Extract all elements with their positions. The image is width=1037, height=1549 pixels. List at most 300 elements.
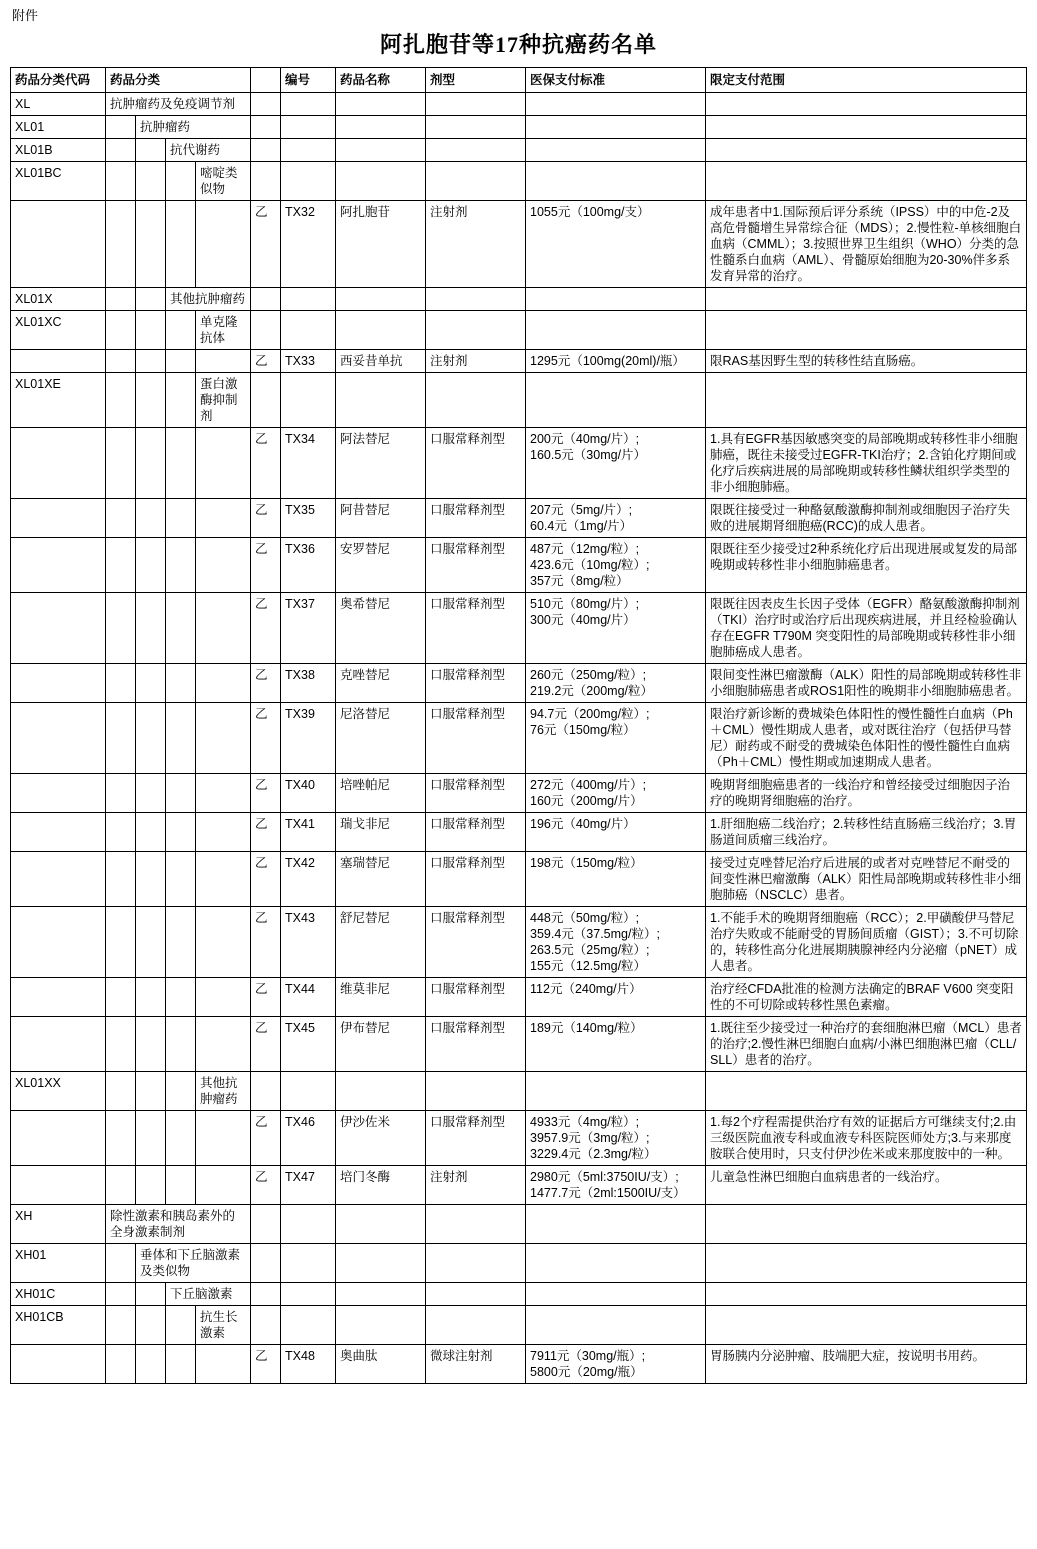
cell-payment-scope xyxy=(706,311,1027,350)
cell-payment-standard: 112元（240mg/片） xyxy=(526,978,706,1017)
cell-code xyxy=(11,1166,106,1205)
cell-payment-standard xyxy=(526,93,706,116)
cell-class-3 xyxy=(166,350,196,373)
cell-payment-scope xyxy=(706,116,1027,139)
cell-payment-scope: 限既往因表皮生长因子受体（EGFR）酪氨酸激酶抑制剂（TKI）治疗时或治疗后出现疾病进展，并且经检验确认存在EGFR T790M 突变阳性的局部晚期或转移性非小细胞肺癌成人患者。 xyxy=(706,593,1027,664)
cell-payment-scope: 1.肝细胞癌二线治疗；2.转移性结直肠癌三线治疗；3.胃肠道间质瘤三线治疗。 xyxy=(706,813,1027,852)
cell-payment-scope xyxy=(706,1205,1027,1244)
cell-class-2 xyxy=(136,1111,166,1166)
cell-class-label: 蛋白激酶抑制剂 xyxy=(196,373,251,428)
cell-class-2 xyxy=(136,852,166,907)
cell-code: XL01XC xyxy=(11,311,106,350)
cell-code: XL xyxy=(11,93,106,116)
cell-drug-name: 奥曲肽 xyxy=(336,1345,426,1384)
cell-class-4 xyxy=(196,201,251,288)
cell-class-4 xyxy=(196,703,251,774)
cell-code: XL01BC xyxy=(11,162,106,201)
cell-class-3 xyxy=(166,852,196,907)
table-row xyxy=(11,664,1027,703)
cell-number xyxy=(281,162,336,201)
header-payment-scope: 限定支付范围 xyxy=(706,68,1027,93)
cell-payment-standard: 189元（140mg/粒） xyxy=(526,1017,706,1072)
cell-dosage-form xyxy=(426,288,526,311)
cell-class-2 xyxy=(136,1166,166,1205)
cell-payment-scope xyxy=(706,93,1027,116)
cell-payment-standard xyxy=(526,139,706,162)
cell-abc xyxy=(251,93,281,116)
cell-payment-standard xyxy=(526,1306,706,1345)
cell-class-3 xyxy=(166,428,196,499)
cell-class-2 xyxy=(136,907,166,978)
cell-drug-name: 克唑替尼 xyxy=(336,664,426,703)
category-row xyxy=(11,116,1027,139)
cell-drug-name: 伊沙佐米 xyxy=(336,1111,426,1166)
cell-drug-name xyxy=(336,1072,426,1111)
cell-payment-standard: 510元（80mg/片）; 300元（40mg/片） xyxy=(526,593,706,664)
cell-class-indent xyxy=(136,162,166,201)
table-row xyxy=(11,1166,1027,1205)
cell-number: TX44 xyxy=(281,978,336,1017)
cell-payment-scope: 限既往至少接受过2种系统化疗后出现进展或复发的局部晚期或转移性非小细胞肺癌患者。 xyxy=(706,538,1027,593)
cell-class-indent xyxy=(136,373,166,428)
cell-class-1 xyxy=(106,201,136,288)
cell-number: TX40 xyxy=(281,774,336,813)
header-drug-name: 药品名称 xyxy=(336,68,426,93)
cell-drug-name: 尼洛替尼 xyxy=(336,703,426,774)
cell-class-2 xyxy=(136,350,166,373)
cell-payment-standard: 94.7元（200mg/粒）; 76元（150mg/粒） xyxy=(526,703,706,774)
cell-dosage-form xyxy=(426,1072,526,1111)
table-row xyxy=(11,499,1027,538)
cell-drug-name: 维莫非尼 xyxy=(336,978,426,1017)
cell-abc: 乙 xyxy=(251,1017,281,1072)
cell-number xyxy=(281,288,336,311)
cell-code xyxy=(11,428,106,499)
cell-class-1 xyxy=(106,428,136,499)
cell-payment-standard: 1295元（100mg(20ml)/瓶） xyxy=(526,350,706,373)
cell-payment-standard xyxy=(526,1283,706,1306)
cell-payment-standard xyxy=(526,311,706,350)
cell-dosage-form xyxy=(426,1244,526,1283)
cell-payment-scope: 接受过克唑替尼治疗后进展的或者对克唑替尼不耐受的间变性淋巴瘤激酶（ALK）阳性局部晚期或转移性非小细胞肺癌（NSCLC）患者。 xyxy=(706,852,1027,907)
cell-code xyxy=(11,499,106,538)
cell-number xyxy=(281,1306,336,1345)
cell-class-3 xyxy=(166,703,196,774)
cell-class-3 xyxy=(166,978,196,1017)
cell-class-2 xyxy=(136,774,166,813)
cell-drug-name xyxy=(336,139,426,162)
cell-code xyxy=(11,978,106,1017)
cell-number xyxy=(281,1283,336,1306)
cell-payment-scope xyxy=(706,373,1027,428)
cell-class-4 xyxy=(196,1111,251,1166)
cell-drug-name: 西妥昔单抗 xyxy=(336,350,426,373)
cell-abc xyxy=(251,116,281,139)
cell-code: XH01 xyxy=(11,1244,106,1283)
cell-drug-name: 培唑帕尼 xyxy=(336,774,426,813)
cell-number: TX42 xyxy=(281,852,336,907)
cell-class-indent xyxy=(106,162,136,201)
cell-class-label: 其他抗肿瘤药 xyxy=(196,1072,251,1111)
cell-dosage-form: 微球注射剂 xyxy=(426,1345,526,1384)
table-row xyxy=(11,201,1027,288)
cell-class-1 xyxy=(106,1111,136,1166)
table-row xyxy=(11,852,1027,907)
cell-class-2 xyxy=(136,428,166,499)
cell-class-3 xyxy=(166,774,196,813)
cell-class-label: 抗肿瘤药及免疫调节剂 xyxy=(106,93,251,116)
cell-class-indent xyxy=(106,139,136,162)
cell-abc xyxy=(251,139,281,162)
cell-drug-name xyxy=(336,93,426,116)
cell-class-3 xyxy=(166,813,196,852)
cell-abc xyxy=(251,1283,281,1306)
cell-class-4 xyxy=(196,774,251,813)
cell-class-indent xyxy=(136,139,166,162)
cell-payment-scope xyxy=(706,162,1027,201)
cell-number: TX36 xyxy=(281,538,336,593)
table-row xyxy=(11,774,1027,813)
cell-code: XL01X xyxy=(11,288,106,311)
cell-class-1 xyxy=(106,813,136,852)
cell-payment-standard xyxy=(526,1205,706,1244)
table-row xyxy=(11,907,1027,978)
cell-abc: 乙 xyxy=(251,201,281,288)
cell-code xyxy=(11,813,106,852)
table-row xyxy=(11,538,1027,593)
cell-number xyxy=(281,1072,336,1111)
cell-dosage-form xyxy=(426,139,526,162)
table-header-row xyxy=(11,68,1027,93)
category-row xyxy=(11,288,1027,311)
cell-number xyxy=(281,1205,336,1244)
cell-dosage-form: 口服常释剂型 xyxy=(426,813,526,852)
cell-code xyxy=(11,1111,106,1166)
cell-class-indent xyxy=(136,1072,166,1111)
cell-payment-scope: 限RAS基因野生型的转移性结直肠癌。 xyxy=(706,350,1027,373)
cell-number xyxy=(281,116,336,139)
cell-class-3 xyxy=(166,1111,196,1166)
cell-class-4 xyxy=(196,664,251,703)
cell-drug-name xyxy=(336,1306,426,1345)
cell-code: XH01CB xyxy=(11,1306,106,1345)
header-abc xyxy=(251,68,281,93)
cell-abc: 乙 xyxy=(251,499,281,538)
cell-abc xyxy=(251,373,281,428)
cell-class-indent xyxy=(106,311,136,350)
table-row xyxy=(11,428,1027,499)
cell-abc: 乙 xyxy=(251,1111,281,1166)
cell-payment-standard xyxy=(526,116,706,139)
table-row xyxy=(11,978,1027,1017)
cell-number: TX41 xyxy=(281,813,336,852)
table-row xyxy=(11,1345,1027,1384)
cell-class-label: 嘧啶类似物 xyxy=(196,162,251,201)
cell-dosage-form: 口服常释剂型 xyxy=(426,499,526,538)
cell-class-3 xyxy=(166,1345,196,1384)
cell-drug-name: 塞瑞替尼 xyxy=(336,852,426,907)
cell-payment-standard: 7911元（30mg/瓶）; 5800元（20mg/瓶） xyxy=(526,1345,706,1384)
cell-class-indent xyxy=(106,1283,136,1306)
cell-dosage-form: 口服常释剂型 xyxy=(426,907,526,978)
cell-class-indent xyxy=(166,1072,196,1111)
category-row xyxy=(11,1205,1027,1244)
cell-class-1 xyxy=(106,978,136,1017)
cell-class-4 xyxy=(196,813,251,852)
cell-class-1 xyxy=(106,1345,136,1384)
cell-dosage-form: 口服常释剂型 xyxy=(426,852,526,907)
cell-payment-scope: 限既往接受过一种酪氨酸激酶抑制剂或细胞因子治疗失败的进展期肾细胞癌(RCC)的成人患者。 xyxy=(706,499,1027,538)
cell-class-3 xyxy=(166,664,196,703)
cell-code xyxy=(11,703,106,774)
cell-class-2 xyxy=(136,978,166,1017)
cell-class-indent xyxy=(136,288,166,311)
category-row xyxy=(11,311,1027,350)
cell-payment-scope xyxy=(706,1306,1027,1345)
cell-dosage-form: 口服常释剂型 xyxy=(426,703,526,774)
cell-number: TX46 xyxy=(281,1111,336,1166)
cell-code: XH xyxy=(11,1205,106,1244)
cell-drug-name xyxy=(336,162,426,201)
cell-drug-name: 培门冬酶 xyxy=(336,1166,426,1205)
cell-abc xyxy=(251,288,281,311)
cell-abc xyxy=(251,1072,281,1111)
cell-class-3 xyxy=(166,593,196,664)
cell-payment-standard: 260元（250mg/粒）; 219.2元（200mg/粒） xyxy=(526,664,706,703)
cell-abc: 乙 xyxy=(251,813,281,852)
cell-drug-name: 阿扎胞苷 xyxy=(336,201,426,288)
cell-class-label: 除性激素和胰岛素外的全身激素制剂 xyxy=(106,1205,251,1244)
cell-class-2 xyxy=(136,664,166,703)
cell-drug-name xyxy=(336,288,426,311)
cell-drug-name xyxy=(336,1283,426,1306)
cell-class-label: 其他抗肿瘤药 xyxy=(166,288,251,311)
cell-class-indent xyxy=(166,373,196,428)
cell-abc xyxy=(251,311,281,350)
cell-class-2 xyxy=(136,499,166,538)
cell-code xyxy=(11,350,106,373)
cell-dosage-form xyxy=(426,93,526,116)
cell-class-2 xyxy=(136,1017,166,1072)
cell-number xyxy=(281,373,336,428)
page-title: 阿扎胞苷等17种抗癌药名单 xyxy=(379,32,657,57)
cell-class-indent xyxy=(166,311,196,350)
cell-dosage-form: 口服常释剂型 xyxy=(426,1017,526,1072)
cell-number xyxy=(281,1244,336,1283)
cell-code xyxy=(11,852,106,907)
cell-code xyxy=(11,774,106,813)
cell-abc: 乙 xyxy=(251,1166,281,1205)
cell-payment-scope: 1.不能手术的晚期肾细胞癌（RCC）；2.甲磺酸伊马替尼治疗失败或不能耐受的胃肠间质瘤（GIST）；3.不可切除的，转移性高分化进展期胰腺神经内分泌瘤（pNET）成人患者。 xyxy=(706,907,1027,978)
cell-class-3 xyxy=(166,538,196,593)
cell-class-indent xyxy=(106,1072,136,1111)
cell-payment-standard xyxy=(526,1244,706,1283)
cell-drug-name: 安罗替尼 xyxy=(336,538,426,593)
cell-class-2 xyxy=(136,593,166,664)
cell-class-label: 下丘脑激素 xyxy=(166,1283,251,1306)
cell-class-3 xyxy=(166,1017,196,1072)
cell-number: TX34 xyxy=(281,428,336,499)
cell-code xyxy=(11,907,106,978)
cell-class-indent xyxy=(166,1306,196,1345)
cell-payment-scope xyxy=(706,1283,1027,1306)
cell-payment-scope: 儿童急性淋巴细胞白血病患者的一线治疗。 xyxy=(706,1166,1027,1205)
cell-dosage-form: 口服常释剂型 xyxy=(426,593,526,664)
cell-number: TX43 xyxy=(281,907,336,978)
cell-class-1 xyxy=(106,774,136,813)
category-row xyxy=(11,139,1027,162)
cell-payment-standard: 207元（5mg/片）; 60.4元（1mg/片） xyxy=(526,499,706,538)
cell-code xyxy=(11,201,106,288)
cell-abc: 乙 xyxy=(251,907,281,978)
cell-payment-standard: 2980元（5ml:3750IU/支）; 1477.7元（2ml:1500IU/支） xyxy=(526,1166,706,1205)
cell-code xyxy=(11,1017,106,1072)
header-code: 药品分类代码 xyxy=(11,68,106,93)
category-row xyxy=(11,1283,1027,1306)
cell-abc: 乙 xyxy=(251,978,281,1017)
cell-class-4 xyxy=(196,852,251,907)
table-row xyxy=(11,1111,1027,1166)
cell-dosage-form xyxy=(426,116,526,139)
cell-number xyxy=(281,139,336,162)
cell-drug-name: 瑞戈非尼 xyxy=(336,813,426,852)
cell-class-label: 抗代谢药 xyxy=(166,139,251,162)
cell-class-1 xyxy=(106,852,136,907)
cell-abc: 乙 xyxy=(251,774,281,813)
cell-dosage-form: 注射剂 xyxy=(426,1166,526,1205)
cell-abc: 乙 xyxy=(251,428,281,499)
cell-dosage-form xyxy=(426,311,526,350)
cell-payment-scope: 胃肠胰内分泌肿瘤、肢端肥大症，按说明书用药。 xyxy=(706,1345,1027,1384)
cell-dosage-form xyxy=(426,162,526,201)
cell-number: TX48 xyxy=(281,1345,336,1384)
cell-class-1 xyxy=(106,664,136,703)
cell-drug-name: 阿昔替尼 xyxy=(336,499,426,538)
cell-dosage-form xyxy=(426,1306,526,1345)
cell-payment-standard: 1055元（100mg/支） xyxy=(526,201,706,288)
cell-abc: 乙 xyxy=(251,664,281,703)
cell-payment-standard: 196元（40mg/片） xyxy=(526,813,706,852)
cell-code: XH01C xyxy=(11,1283,106,1306)
cell-code xyxy=(11,538,106,593)
category-row xyxy=(11,93,1027,116)
cell-class-4 xyxy=(196,428,251,499)
cell-dosage-form xyxy=(426,1205,526,1244)
cell-class-4 xyxy=(196,538,251,593)
cell-payment-scope: 限间变性淋巴瘤激酶（ALK）阳性的局部晚期或转移性非小细胞肺癌患者或ROS1阳性的晚期非小细胞肺癌患者。 xyxy=(706,664,1027,703)
cell-class-indent xyxy=(106,116,136,139)
cell-code xyxy=(11,593,106,664)
table-row xyxy=(11,703,1027,774)
cell-number xyxy=(281,93,336,116)
category-row xyxy=(11,1244,1027,1283)
header-number: 编号 xyxy=(281,68,336,93)
cell-abc: 乙 xyxy=(251,350,281,373)
cell-abc: 乙 xyxy=(251,538,281,593)
cell-number: TX35 xyxy=(281,499,336,538)
cell-number: TX45 xyxy=(281,1017,336,1072)
cell-payment-standard xyxy=(526,373,706,428)
cell-dosage-form: 口服常释剂型 xyxy=(426,978,526,1017)
cell-code xyxy=(11,1345,106,1384)
cell-dosage-form: 注射剂 xyxy=(426,201,526,288)
cell-class-indent xyxy=(136,1283,166,1306)
cell-dosage-form: 口服常释剂型 xyxy=(426,538,526,593)
cell-drug-name: 阿法替尼 xyxy=(336,428,426,499)
cell-abc xyxy=(251,1306,281,1345)
cell-code xyxy=(11,664,106,703)
category-row xyxy=(11,162,1027,201)
cell-payment-scope xyxy=(706,1072,1027,1111)
cell-payment-scope: 1.具有EGFR基因敏感突变的局部晚期或转移性非小细胞肺癌，既往未接受过EGFR-TKI治疗；2.含铂化疗期间或化疗后疾病进展的局部晚期或转移性鳞状组织学类型的非小细胞肺癌。 xyxy=(706,428,1027,499)
cell-abc: 乙 xyxy=(251,1345,281,1384)
cell-number: TX39 xyxy=(281,703,336,774)
cell-class-1 xyxy=(106,593,136,664)
cell-dosage-form: 口服常释剂型 xyxy=(426,664,526,703)
cell-number: TX37 xyxy=(281,593,336,664)
table-body xyxy=(11,93,1027,1384)
cell-abc xyxy=(251,1244,281,1283)
cell-class-4 xyxy=(196,1345,251,1384)
cell-drug-name xyxy=(336,116,426,139)
drug-list-table xyxy=(10,67,1027,1384)
cell-drug-name xyxy=(336,373,426,428)
cell-drug-name xyxy=(336,1205,426,1244)
cell-class-indent xyxy=(106,288,136,311)
category-row xyxy=(11,1306,1027,1345)
cell-class-1 xyxy=(106,350,136,373)
cell-payment-standard: 200元（40mg/片）; 160.5元（30mg/片） xyxy=(526,428,706,499)
category-row xyxy=(11,1072,1027,1111)
table-row xyxy=(11,350,1027,373)
table-row xyxy=(11,1017,1027,1072)
attachment-label: 附件 xyxy=(12,8,39,23)
cell-code: XL01XX xyxy=(11,1072,106,1111)
cell-payment-scope: 晚期肾细胞癌患者的一线治疗和曾经接受过细胞因子治疗的晚期肾细胞癌的治疗。 xyxy=(706,774,1027,813)
cell-class-1 xyxy=(106,1166,136,1205)
cell-class-3 xyxy=(166,1166,196,1205)
cell-number: TX33 xyxy=(281,350,336,373)
cell-class-indent xyxy=(106,1306,136,1345)
cell-payment-standard: 272元（400mg/片）; 160元（200mg/片） xyxy=(526,774,706,813)
cell-dosage-form: 口服常释剂型 xyxy=(426,1111,526,1166)
cell-payment-standard: 4933元（4mg/粒）; 3957.9元（3mg/粒）; 3229.4元（2.3mg/粒） xyxy=(526,1111,706,1166)
cell-class-4 xyxy=(196,978,251,1017)
cell-dosage-form xyxy=(426,1283,526,1306)
cell-class-indent xyxy=(136,1306,166,1345)
cell-class-label: 抗生长激素 xyxy=(196,1306,251,1345)
cell-payment-standard xyxy=(526,1072,706,1111)
cell-class-4 xyxy=(196,593,251,664)
cell-drug-name: 伊布替尼 xyxy=(336,1017,426,1072)
cell-payment-scope: 限治疗新诊断的费城染色体阳性的慢性髓性白血病（Ph＋CML）慢性期成人患者，或对既往治疗（包括伊马替尼）耐药或不耐受的费城染色体阳性的慢性髓性白血病（Ph＋CML）慢性期或加速期成人患者。 xyxy=(706,703,1027,774)
header-payment-standard: 医保支付标准 xyxy=(526,68,706,93)
cell-payment-scope: 1.每2个疗程需提供治疗有效的证据后方可继续支付;2.由三级医院血液专科或血液专科医院医师处方;3.与来那度胺联合使用时，只支付伊沙佐米或来那度胺中的一种。 xyxy=(706,1111,1027,1166)
cell-class-2 xyxy=(136,201,166,288)
cell-class-indent xyxy=(106,373,136,428)
cell-class-indent xyxy=(166,162,196,201)
cell-class-label: 抗肿瘤药 xyxy=(136,116,251,139)
cell-class-2 xyxy=(136,1345,166,1384)
header-classification: 药品分类 xyxy=(106,68,251,93)
cell-payment-scope: 成年患者中1.国际预后评分系统（IPSS）中的中危-2及高危骨髓增生异常综合征（MDS）；2.慢性粒-单核细胞白血病（CMML）；3.按照世界卫生组织（WHO）分类的急性髓系白血病（AML）、骨髓原始细胞为20-30%伴多系发育异常的治疗。 xyxy=(706,201,1027,288)
cell-class-3 xyxy=(166,201,196,288)
cell-class-3 xyxy=(166,907,196,978)
cell-abc xyxy=(251,162,281,201)
cell-dosage-form: 注射剂 xyxy=(426,350,526,373)
cell-code: XL01XE xyxy=(11,373,106,428)
cell-dosage-form xyxy=(426,373,526,428)
